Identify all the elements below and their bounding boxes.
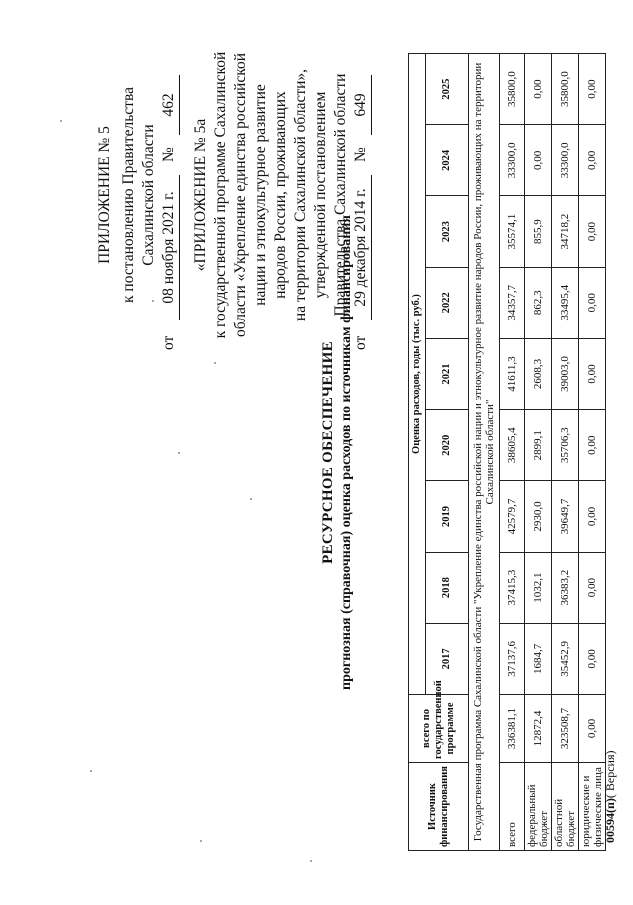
header-total: всего по государственной программе bbox=[409, 695, 469, 763]
table-row bbox=[500, 54, 525, 851]
row-value: 33300,0 bbox=[552, 125, 579, 196]
row-total: 0,00 bbox=[579, 695, 606, 763]
table-row bbox=[579, 54, 606, 851]
document-footer bbox=[603, 751, 618, 844]
appendix-orig-line: на территории Сахалинской области», bbox=[292, 68, 309, 322]
row-value: 0,00 bbox=[579, 623, 606, 694]
header-year: 2023 bbox=[426, 196, 469, 267]
appendix-orig-line: народов России, проживающих bbox=[272, 91, 289, 299]
row-value: 41611,3 bbox=[500, 338, 525, 409]
table-row bbox=[525, 54, 552, 851]
row-value: 0,00 bbox=[579, 552, 606, 623]
footer-version: ( Версия) bbox=[603, 750, 617, 799]
date-label: от bbox=[352, 335, 369, 350]
appendix-orig-line: Правительства Сахалинской области bbox=[332, 73, 349, 317]
row-total: 12872,4 bbox=[525, 695, 552, 763]
document-title bbox=[320, 0, 355, 905]
number-label: № bbox=[352, 147, 369, 162]
title-main: РЕСУРСНОЕ ОБЕСПЕЧЕНИЕ bbox=[320, 341, 336, 564]
appendix-line: Сахалинской области bbox=[140, 124, 157, 266]
appendix-orig-number: 649 bbox=[351, 75, 372, 135]
financing-table bbox=[408, 53, 606, 851]
date-label: от bbox=[160, 335, 177, 350]
footer-code: 00594(п) bbox=[603, 798, 617, 843]
row-value: 0,00 bbox=[579, 267, 606, 338]
header-year: 2021 bbox=[426, 338, 469, 409]
row-value: 36383,2 bbox=[552, 552, 579, 623]
program-title: Государственная программа Сахалинской области "Укрепление единства российской нации и этнокультурное развитие народов России, проживающих на территории Сахалинской области" bbox=[469, 54, 500, 851]
row-value: 2608,3 bbox=[525, 338, 552, 409]
row-value: 0,00 bbox=[525, 125, 552, 196]
appendix-number: 462 bbox=[159, 75, 180, 135]
appendix-title: ПРИЛОЖЕНИЕ № 5 bbox=[96, 126, 113, 264]
appendix-orig-title: «ПРИЛОЖЕНИЕ № 5а bbox=[192, 118, 209, 272]
row-value: 0,00 bbox=[579, 338, 606, 409]
row-value: 862,3 bbox=[525, 267, 552, 338]
row-value: 35452,9 bbox=[552, 623, 579, 694]
header-year: 2018 bbox=[426, 552, 469, 623]
row-value: 35800,0 bbox=[500, 54, 525, 125]
appendix-orig-line: утвержденной постановлением bbox=[312, 91, 329, 299]
appendix-line: к постановлению Правительства bbox=[120, 87, 137, 303]
row-source: юридические и физические лица bbox=[579, 763, 606, 851]
header-year: 2024 bbox=[426, 125, 469, 196]
table-header-row bbox=[409, 54, 426, 851]
row-value: 2930,0 bbox=[525, 481, 552, 552]
appendix-dateline bbox=[159, 40, 179, 350]
row-value: 35706,3 bbox=[552, 410, 579, 481]
program-row bbox=[469, 54, 500, 851]
row-value: 1684,7 bbox=[525, 623, 552, 694]
row-value: 34357,7 bbox=[500, 267, 525, 338]
header-estimate: Оценка расходов, годы (тыс. руб.) bbox=[409, 54, 426, 695]
row-value: 0,00 bbox=[525, 54, 552, 125]
row-value: 0,00 bbox=[579, 196, 606, 267]
appendix-orig-line: области «Укрепление единства российской bbox=[232, 52, 249, 338]
row-total: 336381,1 bbox=[500, 695, 525, 763]
appendix-date: 08 ноября 2021 г. bbox=[159, 175, 180, 320]
row-value: 37137,6 bbox=[500, 623, 525, 694]
row-value: 39003,0 bbox=[552, 338, 579, 409]
row-source: всего bbox=[500, 763, 525, 851]
appendix-orig-line: к государственной программе Сахалинской bbox=[212, 51, 229, 339]
row-value: 0,00 bbox=[579, 54, 606, 125]
appendix-orig-date: 29 декабря 2014 г. bbox=[351, 175, 372, 320]
header-year: 2022 bbox=[426, 267, 469, 338]
row-value: 38605,4 bbox=[500, 410, 525, 481]
title-sub: прогнозная (справочная) оценка расходов по источникам финансирования bbox=[339, 215, 354, 690]
row-value: 1032,1 bbox=[525, 552, 552, 623]
header-source: Источник финансирования bbox=[409, 763, 469, 851]
row-source: федеральный бюджет bbox=[525, 763, 552, 851]
row-value: 0,00 bbox=[579, 125, 606, 196]
row-total: 323508,7 bbox=[552, 695, 579, 763]
header-year: 2019 bbox=[426, 481, 469, 552]
row-source: областной бюджет bbox=[552, 763, 579, 851]
row-value: 39649,7 bbox=[552, 481, 579, 552]
header-year: 2025 bbox=[426, 54, 469, 125]
header-year: 2020 bbox=[426, 410, 469, 481]
appendix-orig-line: нации и этнокультурное развитие bbox=[252, 84, 269, 306]
row-value: 37415,3 bbox=[500, 552, 525, 623]
header-year: 2017 bbox=[426, 623, 469, 694]
row-value: 855,9 bbox=[525, 196, 552, 267]
row-value: 33300,0 bbox=[500, 125, 525, 196]
table-row bbox=[552, 54, 579, 851]
row-value: 35574,1 bbox=[500, 196, 525, 267]
row-value: 33495,4 bbox=[552, 267, 579, 338]
row-value: 42579,7 bbox=[500, 481, 525, 552]
row-value: 0,00 bbox=[579, 410, 606, 481]
number-label: № bbox=[160, 147, 177, 162]
row-value: 0,00 bbox=[579, 481, 606, 552]
row-value: 2899,1 bbox=[525, 410, 552, 481]
row-value: 34718,2 bbox=[552, 196, 579, 267]
row-value: 35800,0 bbox=[552, 54, 579, 125]
